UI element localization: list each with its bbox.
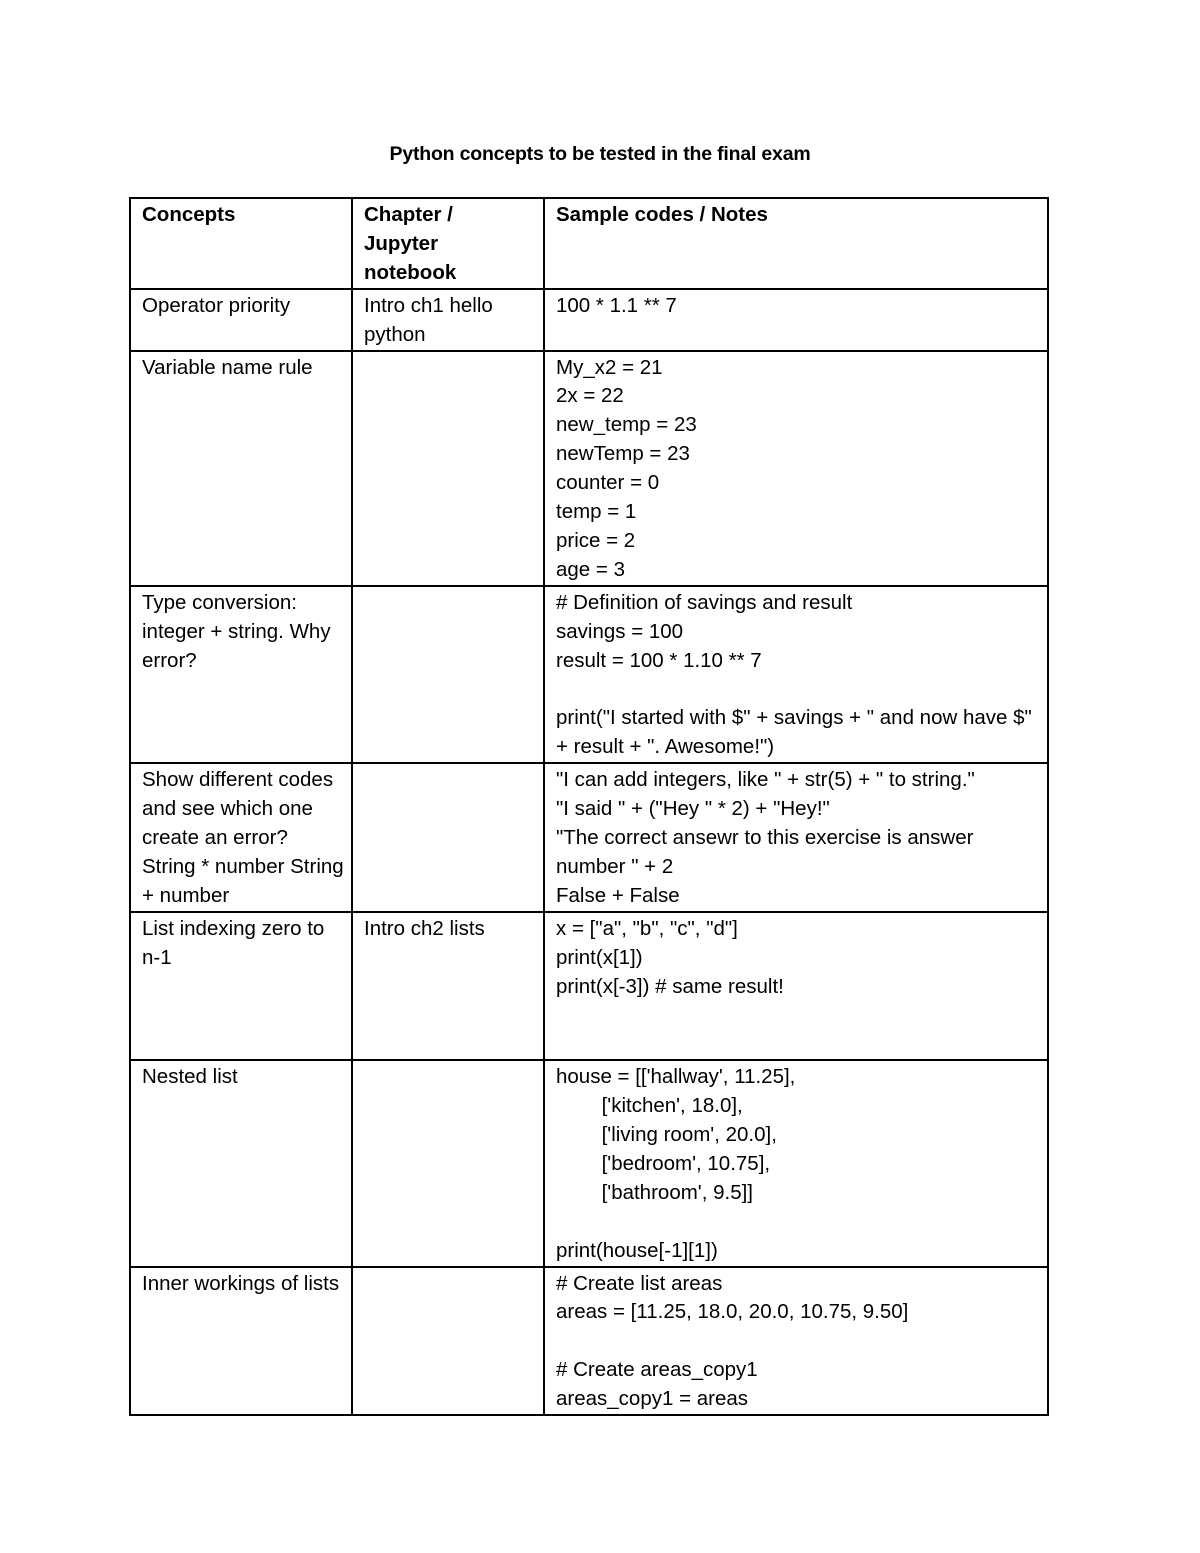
code-line (556, 1001, 1041, 1030)
code-line (556, 1327, 1041, 1356)
code-line: ['bedroom', 10.75], (556, 1151, 771, 1175)
code-line: # Definition of savings and result (556, 590, 853, 614)
chapter-cell: Intro ch1 hello python (352, 289, 544, 351)
header-chapter (352, 198, 544, 289)
code-line: new_temp = 23 (556, 413, 697, 437)
code-line: 2x = 22 (556, 384, 624, 408)
code-line (556, 676, 1041, 705)
concept-cell: List indexing zero to n-1 (130, 912, 352, 1061)
page-title: Python concepts to be tested in the final exam (389, 143, 811, 165)
code-line: areas_copy1 = areas (556, 1387, 749, 1411)
code-line: print(house[-1][1]) (556, 1238, 718, 1262)
code-line: age = 3 (556, 557, 625, 581)
code-line: ['bathroom', 9.5]] (556, 1180, 753, 1204)
code-line: "The correct ansewr to this exercise is answer number " + 2 (556, 826, 980, 878)
chapter-cell (352, 351, 544, 586)
concepts-table (129, 197, 1049, 1416)
code-line: areas = [11.25, 18.0, 20.0, 10.75, 9.50] (556, 1300, 909, 1324)
concept-cell: Nested list (130, 1060, 352, 1266)
code-line: print("I started with $" + savings + " and now have $" + result + ". Awesome!") (556, 706, 1038, 759)
code-line: 100 * 1.1 ** 7 (556, 293, 677, 317)
code-line: savings = 100 (556, 619, 684, 643)
code-line: # Create areas_copy1 (556, 1358, 758, 1382)
code-line: x = ["a", "b", "c", "d"] (556, 916, 738, 940)
code-line: False + False (556, 883, 680, 907)
code-line: result = 100 * 1.10 ** 7 (556, 648, 762, 672)
concept-cell: Type conversion: integer + string. Why error? (130, 586, 352, 763)
sample-code-cell (544, 351, 1048, 586)
chapter-cell (352, 1267, 544, 1416)
table-body (130, 289, 1048, 1415)
code-line: price = 2 (556, 528, 636, 552)
concept-cell: Inner workings of lists (130, 1267, 352, 1416)
table-row (130, 1267, 1048, 1416)
concept-cell: Show different codes and see which one create an error? String * number String + number (130, 763, 352, 912)
table-header-row (130, 198, 1048, 289)
table-row (130, 1060, 1048, 1266)
sample-code-cell (544, 586, 1048, 763)
header-chapter-text: Chapter / Jupyter notebook (364, 203, 457, 284)
code-line: "I said " + ("Hey " * 2) + "Hey!" (556, 797, 830, 821)
header-samples: Sample codes / Notes (544, 198, 1048, 289)
sample-code-cell (544, 763, 1048, 912)
table-row (130, 351, 1048, 586)
code-line: # Create list areas (556, 1271, 723, 1295)
chapter-cell (352, 586, 544, 763)
sample-code-cell (544, 289, 1048, 351)
code-line: house = [['hallway', 11.25], (556, 1065, 796, 1089)
table-row (130, 586, 1048, 763)
chapter-cell (352, 763, 544, 912)
concept-cell: Variable name rule (130, 351, 352, 586)
code-line: counter = 0 (556, 471, 660, 495)
code-line: print(x[1]) (556, 945, 643, 969)
concept-cell: Operator priority (130, 289, 352, 351)
code-line: "I can add integers, like " + str(5) + " to string." (556, 768, 975, 792)
table-row (130, 912, 1048, 1061)
code-line: temp = 1 (556, 500, 637, 524)
code-line (556, 1030, 1041, 1059)
code-line: print(x[-3]) # same result! (556, 974, 784, 998)
table-row (130, 289, 1048, 351)
sample-code-cell (544, 1060, 1048, 1266)
sample-code-cell (544, 912, 1048, 1061)
code-line: My_x2 = 21 (556, 355, 663, 379)
code-line: newTemp = 23 (556, 442, 690, 466)
code-line (556, 1208, 1041, 1237)
chapter-cell (352, 1060, 544, 1266)
code-line: ['living room', 20.0], (556, 1123, 777, 1147)
header-concepts: Concepts (130, 198, 352, 289)
chapter-cell: Intro ch2 lists (352, 912, 544, 1061)
sample-code-cell (544, 1267, 1048, 1416)
code-line: ['kitchen', 18.0], (556, 1094, 743, 1118)
table-row (130, 763, 1048, 912)
